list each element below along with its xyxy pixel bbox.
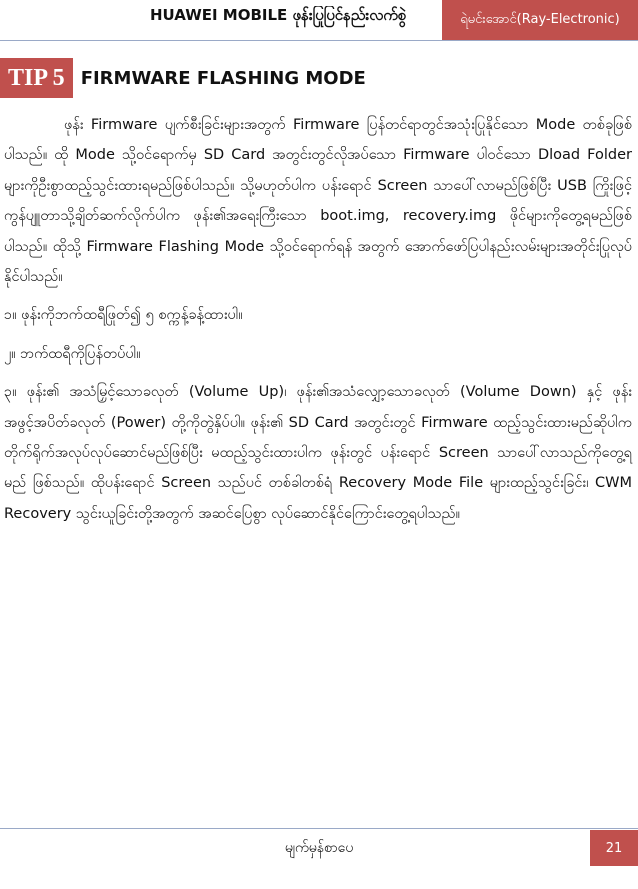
page-header: [0, 0, 638, 40]
step-3: ၃။ ဖုန်း၏ အသံမြှင့်သောခလုတ် (Volume Up)၊ ဖုန်း၏အသံလျှော့သောခလုတ် (Volume Down) နှင့် ဖုန်းအဖွင့်အပိတ်ခလုတ် (Power) တို့ကိုတွဲနှိပ်ပါ။ ဖုန်း၏ SD Card အတွင်းတွင် Firmware ထည့်သွင်းထားမည်ဆိုပါက တိုက်ရိုက်အလုပ်လုပ်ဆောင်မည်ဖြစ်ပြီး မထည့်သွင်းထားပါက ဖုန်းတွင် ပန်းရောင် Screen သာပေါ်လာသည်ကိုတွေ့ရမည် ဖြစ်သည်။ ထိုပန်းရောင် Screen သည်ပင် တစ်ခါတစ်ရံ Recovery Mode File များထည့်သွင်းခြင်း၊ CWM Recovery သွင်းယူခြင်းတို့အတွက် အဆင်ပြေစွာ လုပ်ဆောင်နိုင်ကြောင်းတွေ့ရပါသည်။: [4, 384, 632, 522]
page-number: 21: [590, 830, 638, 866]
step-2: ၂။ ဘက်ထရီကိုပြန်တပ်ပါ။: [4, 345, 141, 362]
section-title: FIRMWARE FLASHING MODE: [80, 67, 366, 89]
section-heading: [0, 58, 366, 98]
header-divider: [0, 40, 638, 41]
intro-paragraph: ဖုန်း Firmware ပျက်စီးခြင်းများအတွက် Firmware ပြန်တင်ရာတွင်အသုံးပြုနိုင်သော Mode တစ်ခုဖြစ်ပါသည်။ ထို Mode သို့ဝင်ရောက်မှ SD Card အတွင်းတွင်လိုအပ်သော Firmware ပါဝင်သော Dload Folder များကိုဦးစွာထည့်သွင်းထားရမည်ဖြစ်ပါသည်။ သို့မဟုတ်ပါက ပန်းရောင် Screen သာပေါ်လာမည်ဖြစ်ပြီး USB ကြိုးဖြင့် ကွန်ပျူတာသို့ချိတ်ဆက်လိုက်ပါက ဖုန်း၏အရေးကြီးသော boot.img, recovery.img ဖိုင်များကိုတွေ့ရမည်ဖြစ်ပါသည်။ ထိုသို့ Firmware Flashing Mode သို့ဝင်ရောက်ရန် အတွက် အောက်ဖော်ပြပါနည်းလမ်းများအတိုင်းပြုလုပ်နိုင်ပါသည်။: [4, 117, 632, 286]
author-badge: ရဲမင်းအောင်(Ray-Electronic): [442, 0, 638, 40]
header-title: HUAWEI MOBILE ဖုန်းပြုပြင်နည်းလက်စွဲ: [150, 6, 407, 24]
footer-publisher: မျက်မှန်စာပေ: [284, 840, 354, 856]
page-body: [4, 110, 632, 537]
tip-badge: TIP 5: [0, 58, 73, 98]
step-1: ၁။ ဖုန်းကိုဘက်ထရီဖြုတ်၍ ၅ စက္ကန့်ခန့်ထားပါ။: [4, 307, 243, 324]
footer-divider: [0, 828, 638, 829]
